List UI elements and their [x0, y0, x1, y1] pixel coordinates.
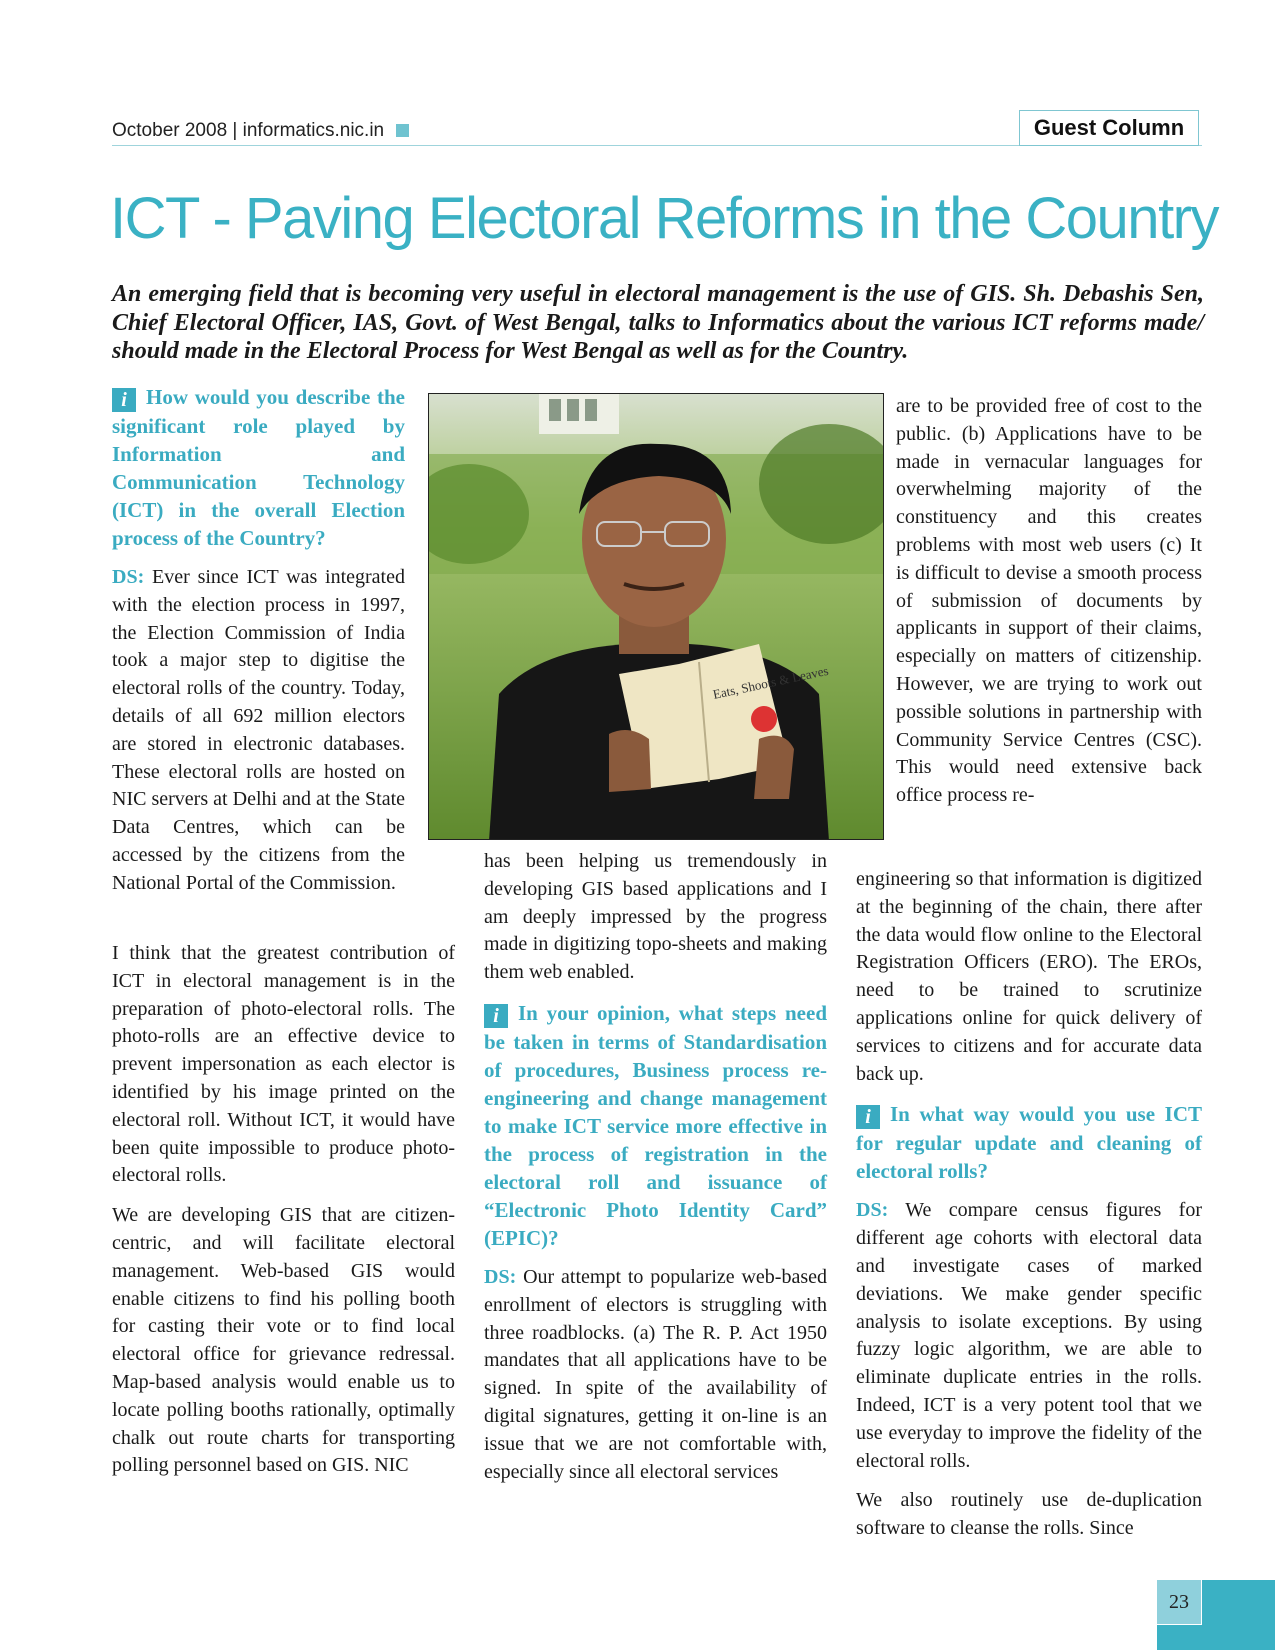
article-title: ICT - Paving Electoral Reforms in the Country [110, 186, 1218, 251]
answer-3-paragraph-1 [856, 1197, 1202, 1475]
info-icon: i [484, 1004, 508, 1028]
column-3 [856, 866, 1202, 1555]
square-bullet-icon [396, 124, 409, 137]
ds-label: DS: [112, 566, 145, 588]
question-1-text: How would you describe the significant role played by Information and Communication Technology (ICT) in the overall Election process of the Country? [112, 385, 405, 550]
header-issue-info [112, 120, 409, 142]
column-1 [112, 383, 405, 910]
column-1-lower [112, 940, 455, 1492]
portrait-illustration [429, 394, 884, 840]
info-icon: i [112, 388, 136, 412]
header-issue-text: October 2008 | informatics.nic.in [112, 120, 385, 141]
answer-1-paragraph-1 [112, 564, 405, 898]
page-corner-strip [1157, 1625, 1275, 1650]
ds-label: DS: [484, 1265, 517, 1288]
question-3 [856, 1100, 1202, 1185]
column-3-upper [896, 393, 1202, 822]
portrait-photo [428, 393, 884, 840]
answer-3-text-1: We compare census figures for different age cohorts with electoral data and investigate cases of marked deviations. We make gender specific analysis to isolate exceptions. By using fuzzy logic algorithm, we are able to eliminate duplicate entries in the rolls. Indeed, ICT is a very potent tool that we use everyday to improve the fidelity of the electoral rolls. [856, 1199, 1202, 1472]
answer-1-paragraph-2: I think that the greatest contribution of ICT in electoral management is in the preparation of photo-electoral rolls. The photo-rolls are an effective device to prevent impersonation as each elector is identified by his image printed on the electoral roll. Without ICT, it would have been quite impossible to produce photo-electoral rolls. [112, 942, 455, 1187]
answer-1-paragraph-3: We are developing GIS that are citizen-centric, and will facilitate electoral management. Web-based GIS would enable citizens to find his polling booth for casting their vote or to find local electoral office for grievance redressal. Map-based analysis would enable us to locate polling booths rationally, optimally chalk out route charts for transporting polling personnel based on GIS. NIC [112, 1204, 455, 1477]
column-2 [484, 848, 827, 1498]
book-cover-text: Eats, Shoots & Leaves [711, 662, 830, 702]
question-2-text: In your opinion, what steps need be taken in terms of Standardisation of procedures, Business process re-engineering and change management to make ICT service more effective in the process of registration in the electoral roll and issuance of “Electronic Photo Identity Card” (EPIC)? [484, 1000, 827, 1250]
question-3-text: In what way would you use ICT for regular update and cleaning of electoral rolls? [856, 1102, 1202, 1184]
ds-label: DS: [856, 1199, 889, 1222]
section-label: Guest Column [1019, 110, 1199, 146]
info-icon: i [856, 1105, 880, 1129]
column-2-paragraph-1: has been helping us tremendously in developing GIS based applications and I am deeply impressed by the progress made in digitizing topo-sheets and making them web enabled. [484, 850, 827, 984]
question-1 [112, 383, 405, 552]
answer-2-text-1: Our attempt to popularize web-based enrollment of electors is struggling with three roadblocks. (a) The R. P. Act 1950 mandates that all applications have to be signed. In spite of the availability of digital signatures, getting it on-line is an issue that we are not comfortable with, especially since all electoral services [484, 1265, 828, 1483]
answer-2-paragraph-1 [484, 1264, 827, 1486]
page-number: 23 [1169, 1591, 1189, 1613]
article-intro: An emerging field that is becoming very useful in electoral management is the use of GIS. Sh. Debashis Sen, Chief Electoral Officer, IAS, Govt. of West Bengal, talks to Informatics about the various ICT reforms made/ should made in the Electoral Process for West Bengal as well as for the Country. [112, 281, 1204, 364]
answer-3-paragraph-2: We also routinely use de-duplication software to cleanse the rolls. Since [856, 1489, 1202, 1540]
answer-1-text-1: Ever since ICT was integrated with the election process in 1997, the Election Commission of India took a major step to digitise the electoral rolls of the country. Today, details of all 692 million electors are stored in electronic databases. These electoral rolls are hosted on NIC servers at Delhi and at the State Data Centres, which can be accessed by the citizens from the National Portal of the Commission. [112, 566, 405, 894]
column-3-paragraph-2: engineering so that information is digitized at the beginning of the chain, there after the data would flow online to the Electoral Registration Officers (ERO). The EROs, need to be trained to scrutinize applications online for quick delivery of services to citizens and for accurate data back up. [856, 868, 1202, 1085]
column-3-paragraph-1: are to be provided free of cost to the public. (b) Applications have to be made in vernacular languages for overwhelming majority of the constituency and this creates problems with most web users (c) It is difficult to devise a smooth process of submission of documents by applicants in support of their claims, especially on matters of citizenship. However, we are trying to work out possible solutions in partnership with Community Service Centres (CSC). This would need extensive back office process re- [896, 395, 1202, 807]
question-2 [484, 999, 827, 1252]
